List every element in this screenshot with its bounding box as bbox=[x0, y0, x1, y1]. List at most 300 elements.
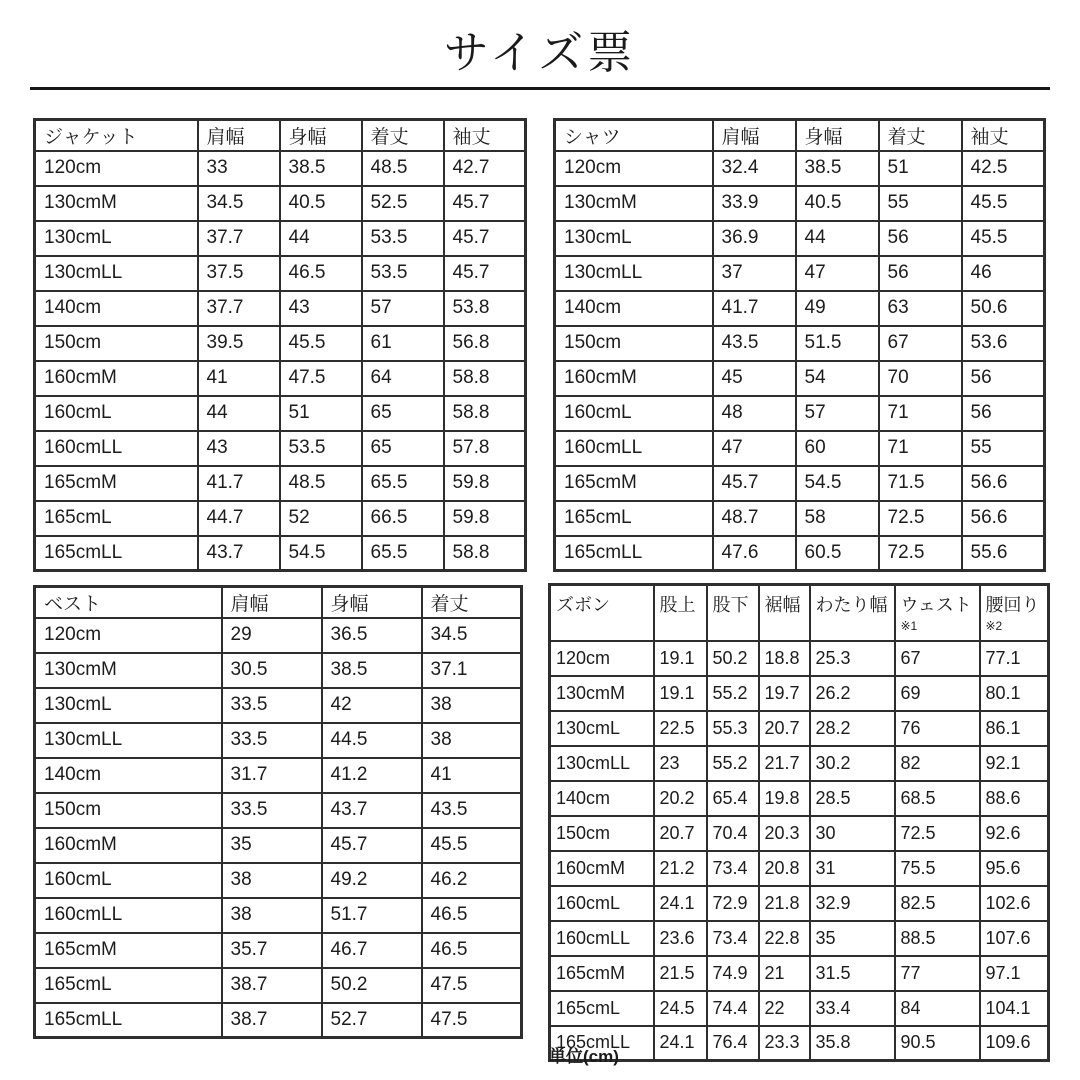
measurement-value: 109.6 bbox=[980, 1026, 1049, 1061]
measurement-value: 45.7 bbox=[444, 221, 526, 256]
size-label: 150cm bbox=[35, 326, 198, 361]
column-header-label: 肩幅 bbox=[206, 126, 245, 148]
column-header-label: 着丈 bbox=[370, 126, 409, 148]
size-label: 160cmL bbox=[35, 396, 198, 431]
table-title-cell: ズボン bbox=[550, 585, 654, 641]
measurement-value: 26.2 bbox=[810, 676, 895, 711]
column-header-note: ※2 bbox=[985, 619, 1003, 633]
measurement-value: 69 bbox=[895, 676, 980, 711]
measurement-value: 47.6 bbox=[713, 536, 796, 571]
measurement-value: 24.5 bbox=[654, 991, 707, 1026]
measurement-value: 34.5 bbox=[198, 186, 280, 221]
measurement-value: 36.5 bbox=[322, 618, 422, 653]
table-row bbox=[35, 828, 522, 863]
size-label: 165cmL bbox=[35, 968, 222, 1003]
measurement-value: 65 bbox=[362, 396, 444, 431]
size-label: 160cmM bbox=[555, 361, 713, 396]
measurement-value: 33 bbox=[198, 151, 280, 186]
table-title-cell: ジャケット bbox=[35, 120, 198, 151]
table-row bbox=[555, 431, 1045, 466]
column-header-label: 着丈 bbox=[430, 593, 469, 615]
size-label: 165cmLL bbox=[35, 1003, 222, 1038]
measurement-value: 50.2 bbox=[322, 968, 422, 1003]
measurement-value: 58 bbox=[796, 501, 879, 536]
measurement-value: 45.7 bbox=[444, 186, 526, 221]
size-label: 130cmM bbox=[555, 186, 713, 221]
measurement-value: 24.1 bbox=[654, 1026, 707, 1061]
column-header-label: 身幅 bbox=[288, 126, 327, 148]
header-row bbox=[555, 120, 1045, 151]
header-row bbox=[35, 587, 522, 618]
measurement-value: 59.8 bbox=[444, 466, 526, 501]
measurement-value: 48 bbox=[713, 396, 796, 431]
measurement-value: 40.5 bbox=[796, 186, 879, 221]
measurement-value: 33.5 bbox=[222, 793, 322, 828]
measurement-value: 35.8 bbox=[810, 1026, 895, 1061]
measurement-value: 71.5 bbox=[879, 466, 962, 501]
measurement-value: 56.8 bbox=[444, 326, 526, 361]
size-label: 165cmLL bbox=[550, 1026, 654, 1061]
page-title: サイズ票 bbox=[443, 27, 637, 78]
measurement-value: 56 bbox=[879, 221, 962, 256]
measurement-value: 73.4 bbox=[707, 851, 759, 886]
table-row bbox=[35, 501, 526, 536]
table-row bbox=[35, 536, 526, 571]
column-header bbox=[707, 585, 759, 641]
size-label: 160cmL bbox=[550, 886, 654, 921]
table-row bbox=[550, 991, 1049, 1026]
measurement-value: 54 bbox=[796, 361, 879, 396]
measurement-value: 33.5 bbox=[222, 688, 322, 723]
vest-size-table bbox=[33, 585, 523, 1039]
measurement-value: 35.7 bbox=[222, 933, 322, 968]
column-header-label: 身幅 bbox=[804, 126, 843, 148]
title-divider bbox=[30, 87, 1050, 90]
measurement-value: 20.7 bbox=[654, 816, 707, 851]
unit-note: 単位(cm) bbox=[549, 1047, 619, 1066]
measurement-value: 37 bbox=[713, 256, 796, 291]
measurement-value: 55.2 bbox=[707, 676, 759, 711]
size-label: 140cm bbox=[550, 781, 654, 816]
size-label: 165cmM bbox=[555, 466, 713, 501]
measurement-value: 35 bbox=[810, 921, 895, 956]
table-row bbox=[550, 1026, 1049, 1061]
measurement-value: 52.5 bbox=[362, 186, 444, 221]
column-header bbox=[444, 120, 526, 151]
measurement-value: 65.5 bbox=[362, 536, 444, 571]
column-header bbox=[980, 585, 1049, 641]
size-label: 140cm bbox=[35, 291, 198, 326]
measurement-value: 37.7 bbox=[198, 291, 280, 326]
size-label: 165cmM bbox=[550, 956, 654, 991]
measurement-value: 19.7 bbox=[759, 676, 810, 711]
size-label: 120cm bbox=[555, 151, 713, 186]
measurement-value: 43.5 bbox=[422, 793, 522, 828]
measurement-value: 53.8 bbox=[444, 291, 526, 326]
column-header-label: 肩幅 bbox=[230, 593, 269, 615]
measurement-value: 56.6 bbox=[962, 501, 1045, 536]
measurement-value: 45.5 bbox=[280, 326, 362, 361]
table-row bbox=[35, 618, 522, 653]
table-row bbox=[35, 466, 526, 501]
measurement-value: 56 bbox=[962, 361, 1045, 396]
column-header bbox=[810, 585, 895, 641]
table-row bbox=[555, 256, 1045, 291]
measurement-value: 47.5 bbox=[422, 1003, 522, 1038]
measurement-value: 36.9 bbox=[713, 221, 796, 256]
measurement-value: 46 bbox=[962, 256, 1045, 291]
measurement-value: 84 bbox=[895, 991, 980, 1026]
measurement-value: 56 bbox=[962, 396, 1045, 431]
table-row bbox=[555, 466, 1045, 501]
measurement-value: 66.5 bbox=[362, 501, 444, 536]
table-title-cell: シャツ bbox=[555, 120, 713, 151]
table-row bbox=[555, 186, 1045, 221]
table-row bbox=[35, 151, 526, 186]
measurement-value: 51.7 bbox=[322, 898, 422, 933]
measurement-value: 44 bbox=[280, 221, 362, 256]
table-row bbox=[35, 186, 526, 221]
table-row bbox=[555, 501, 1045, 536]
jacket-size-table bbox=[33, 118, 527, 572]
measurement-value: 77 bbox=[895, 956, 980, 991]
column-header-label: 裾幅 bbox=[764, 595, 801, 615]
size-label: 160cmL bbox=[555, 396, 713, 431]
column-header bbox=[759, 585, 810, 641]
size-label: 160cmLL bbox=[555, 431, 713, 466]
measurement-value: 61 bbox=[362, 326, 444, 361]
measurement-value: 45.5 bbox=[962, 186, 1045, 221]
measurement-value: 59.8 bbox=[444, 501, 526, 536]
measurement-value: 64 bbox=[362, 361, 444, 396]
column-header bbox=[654, 585, 707, 641]
table-row bbox=[35, 1003, 522, 1038]
measurement-value: 43 bbox=[280, 291, 362, 326]
measurement-value: 54.5 bbox=[280, 536, 362, 571]
measurement-value: 38 bbox=[422, 723, 522, 758]
column-header-label: わたり幅 bbox=[815, 595, 888, 615]
measurement-value: 46.5 bbox=[422, 898, 522, 933]
measurement-value: 44 bbox=[198, 396, 280, 431]
measurement-value: 55.3 bbox=[707, 711, 759, 746]
measurement-value: 32.4 bbox=[713, 151, 796, 186]
measurement-value: 72.5 bbox=[879, 501, 962, 536]
measurement-value: 38 bbox=[422, 688, 522, 723]
measurement-value: 76 bbox=[895, 711, 980, 746]
measurement-value: 48.5 bbox=[362, 151, 444, 186]
measurement-value: 43.7 bbox=[198, 536, 280, 571]
table-row bbox=[35, 221, 526, 256]
measurement-value: 72.5 bbox=[879, 536, 962, 571]
table-row bbox=[35, 291, 526, 326]
measurement-value: 53.5 bbox=[362, 256, 444, 291]
measurement-value: 41 bbox=[198, 361, 280, 396]
measurement-value: 33.4 bbox=[810, 991, 895, 1026]
measurement-value: 48.7 bbox=[713, 501, 796, 536]
size-label: 165cmM bbox=[35, 933, 222, 968]
size-label: 165cmLL bbox=[35, 536, 198, 571]
measurement-value: 37.7 bbox=[198, 221, 280, 256]
measurement-value: 38.5 bbox=[322, 653, 422, 688]
measurement-value: 73.4 bbox=[707, 921, 759, 956]
table-row bbox=[555, 151, 1045, 186]
measurement-value: 37.5 bbox=[198, 256, 280, 291]
column-header bbox=[422, 587, 522, 618]
measurement-value: 29 bbox=[222, 618, 322, 653]
measurement-value: 28.2 bbox=[810, 711, 895, 746]
measurement-value: 33.5 bbox=[222, 723, 322, 758]
measurement-value: 38.7 bbox=[222, 1003, 322, 1038]
column-header-label: 肩幅 bbox=[721, 126, 760, 148]
size-label: 150cm bbox=[555, 326, 713, 361]
measurement-value: 39.5 bbox=[198, 326, 280, 361]
measurement-value: 20.7 bbox=[759, 711, 810, 746]
measurement-value: 20.8 bbox=[759, 851, 810, 886]
table-row bbox=[550, 956, 1049, 991]
measurement-value: 44.5 bbox=[322, 723, 422, 758]
measurement-value: 74.4 bbox=[707, 991, 759, 1026]
measurement-value: 82 bbox=[895, 746, 980, 781]
column-header bbox=[895, 585, 980, 641]
measurement-value: 34.5 bbox=[422, 618, 522, 653]
column-header bbox=[280, 120, 362, 151]
measurement-value: 22.8 bbox=[759, 921, 810, 956]
size-label: 130cmLL bbox=[555, 256, 713, 291]
measurement-value: 75.5 bbox=[895, 851, 980, 886]
column-header-label: 股上 bbox=[659, 595, 696, 615]
measurement-value: 67 bbox=[879, 326, 962, 361]
size-label: 140cm bbox=[35, 758, 222, 793]
measurement-value: 56.6 bbox=[962, 466, 1045, 501]
size-label: 165cmL bbox=[555, 501, 713, 536]
column-header-label: 袖丈 bbox=[970, 126, 1009, 148]
measurement-value: 28.5 bbox=[810, 781, 895, 816]
measurement-value: 41.7 bbox=[713, 291, 796, 326]
size-label: 165cmL bbox=[35, 501, 198, 536]
measurement-value: 58.8 bbox=[444, 396, 526, 431]
measurement-value: 38 bbox=[222, 863, 322, 898]
measurement-value: 45.7 bbox=[322, 828, 422, 863]
measurement-value: 55.2 bbox=[707, 746, 759, 781]
table-row bbox=[35, 256, 526, 291]
table-row bbox=[35, 758, 522, 793]
measurement-value: 74.9 bbox=[707, 956, 759, 991]
measurement-value: 72.9 bbox=[707, 886, 759, 921]
size-label: 120cm bbox=[35, 618, 222, 653]
measurement-value: 43.5 bbox=[713, 326, 796, 361]
measurement-value: 53.6 bbox=[962, 326, 1045, 361]
measurement-value: 65.5 bbox=[362, 466, 444, 501]
measurement-value: 80.1 bbox=[980, 676, 1049, 711]
size-label: 160cmM bbox=[35, 361, 198, 396]
table-row bbox=[550, 676, 1049, 711]
size-label: 130cmL bbox=[35, 221, 198, 256]
measurement-value: 20.3 bbox=[759, 816, 810, 851]
table-row bbox=[550, 711, 1049, 746]
size-label: 140cm bbox=[555, 291, 713, 326]
measurement-value: 35 bbox=[222, 828, 322, 863]
measurement-value: 49 bbox=[796, 291, 879, 326]
size-label: 130cmL bbox=[550, 711, 654, 746]
measurement-value: 47.5 bbox=[422, 968, 522, 1003]
table-row bbox=[35, 326, 526, 361]
measurement-value: 72.5 bbox=[895, 816, 980, 851]
header-row bbox=[35, 120, 526, 151]
measurement-value: 58.8 bbox=[444, 536, 526, 571]
column-header bbox=[362, 120, 444, 151]
measurement-value: 19.1 bbox=[654, 676, 707, 711]
table-row bbox=[550, 851, 1049, 886]
column-header-label: 袖丈 bbox=[452, 126, 491, 148]
column-header bbox=[962, 120, 1045, 151]
measurement-value: 18.8 bbox=[759, 641, 810, 676]
size-label: 130cmL bbox=[35, 688, 222, 723]
measurement-value: 47 bbox=[796, 256, 879, 291]
table-row bbox=[35, 396, 526, 431]
measurement-value: 95.6 bbox=[980, 851, 1049, 886]
measurement-value: 23.6 bbox=[654, 921, 707, 956]
measurement-value: 97.1 bbox=[980, 956, 1049, 991]
table-row bbox=[555, 221, 1045, 256]
measurement-value: 43 bbox=[198, 431, 280, 466]
measurement-value: 52 bbox=[280, 501, 362, 536]
measurement-value: 71 bbox=[879, 431, 962, 466]
header-row bbox=[550, 585, 1049, 641]
column-header bbox=[322, 587, 422, 618]
table-row bbox=[550, 886, 1049, 921]
table-row bbox=[35, 431, 526, 466]
measurement-value: 46.2 bbox=[422, 863, 522, 898]
size-label: 130cmM bbox=[550, 676, 654, 711]
measurement-value: 38.5 bbox=[796, 151, 879, 186]
measurement-value: 30.2 bbox=[810, 746, 895, 781]
measurement-value: 49.2 bbox=[322, 863, 422, 898]
table-row bbox=[550, 781, 1049, 816]
measurement-value: 45.7 bbox=[713, 466, 796, 501]
measurement-value: 76.4 bbox=[707, 1026, 759, 1061]
measurement-value: 45.5 bbox=[422, 828, 522, 863]
measurement-value: 53.5 bbox=[362, 221, 444, 256]
table-row bbox=[35, 723, 522, 758]
measurement-value: 57.8 bbox=[444, 431, 526, 466]
measurement-value: 21 bbox=[759, 956, 810, 991]
measurement-value: 19.8 bbox=[759, 781, 810, 816]
measurement-value: 44.7 bbox=[198, 501, 280, 536]
measurement-value: 46.5 bbox=[422, 933, 522, 968]
measurement-value: 42 bbox=[322, 688, 422, 723]
measurement-value: 88.5 bbox=[895, 921, 980, 956]
measurement-value: 47.5 bbox=[280, 361, 362, 396]
table-row bbox=[555, 291, 1045, 326]
table-row bbox=[555, 326, 1045, 361]
measurement-value: 70 bbox=[879, 361, 962, 396]
size-label: 165cmM bbox=[35, 466, 198, 501]
measurement-value: 63 bbox=[879, 291, 962, 326]
measurement-value: 21.7 bbox=[759, 746, 810, 781]
shirt-size-table bbox=[553, 118, 1046, 572]
measurement-value: 51 bbox=[879, 151, 962, 186]
size-label: 130cmLL bbox=[550, 746, 654, 781]
measurement-value: 46.7 bbox=[322, 933, 422, 968]
measurement-value: 33.9 bbox=[713, 186, 796, 221]
size-label: 160cmLL bbox=[35, 431, 198, 466]
column-header bbox=[198, 120, 280, 151]
column-header-label: 股下 bbox=[712, 595, 749, 615]
measurement-value: 44 bbox=[796, 221, 879, 256]
measurement-value: 30.5 bbox=[222, 653, 322, 688]
measurement-value: 30 bbox=[810, 816, 895, 851]
size-label: 165cmLL bbox=[555, 536, 713, 571]
measurement-value: 60.5 bbox=[796, 536, 879, 571]
measurement-value: 51.5 bbox=[796, 326, 879, 361]
table-row bbox=[35, 688, 522, 723]
measurement-value: 23.3 bbox=[759, 1026, 810, 1061]
size-label: 130cmLL bbox=[35, 723, 222, 758]
measurement-value: 68.5 bbox=[895, 781, 980, 816]
measurement-value: 45 bbox=[713, 361, 796, 396]
table-row bbox=[35, 361, 526, 396]
measurement-value: 65 bbox=[362, 431, 444, 466]
table-row bbox=[35, 863, 522, 898]
size-label: 130cmLL bbox=[35, 256, 198, 291]
measurement-value: 92.1 bbox=[980, 746, 1049, 781]
size-label: 160cmM bbox=[550, 851, 654, 886]
measurement-value: 23 bbox=[654, 746, 707, 781]
measurement-value: 86.1 bbox=[980, 711, 1049, 746]
measurement-value: 82.5 bbox=[895, 886, 980, 921]
column-header bbox=[222, 587, 322, 618]
size-label: 160cmL bbox=[35, 863, 222, 898]
table-row bbox=[35, 653, 522, 688]
pants-size-table bbox=[548, 583, 1050, 1062]
measurement-value: 21.8 bbox=[759, 886, 810, 921]
table-row bbox=[550, 746, 1049, 781]
table-row bbox=[35, 793, 522, 828]
measurement-value: 22 bbox=[759, 991, 810, 1026]
size-label: 165cmL bbox=[550, 991, 654, 1026]
measurement-value: 88.6 bbox=[980, 781, 1049, 816]
column-header-label: 腰回り bbox=[985, 595, 1040, 615]
measurement-value: 46.5 bbox=[280, 256, 362, 291]
measurement-value: 60 bbox=[796, 431, 879, 466]
measurement-value: 37.1 bbox=[422, 653, 522, 688]
measurement-value: 57 bbox=[362, 291, 444, 326]
table-row bbox=[555, 536, 1045, 571]
measurement-value: 56 bbox=[879, 256, 962, 291]
column-header-label: 身幅 bbox=[330, 593, 369, 615]
column-header bbox=[879, 120, 962, 151]
measurement-value: 57 bbox=[796, 396, 879, 431]
size-label: 150cm bbox=[35, 793, 222, 828]
table-row bbox=[35, 933, 522, 968]
table-row bbox=[555, 396, 1045, 431]
measurement-value: 54.5 bbox=[796, 466, 879, 501]
measurement-value: 41 bbox=[422, 758, 522, 793]
measurement-value: 47 bbox=[713, 431, 796, 466]
measurement-value: 58.8 bbox=[444, 361, 526, 396]
measurement-value: 24.1 bbox=[654, 886, 707, 921]
measurement-value: 43.7 bbox=[322, 793, 422, 828]
measurement-value: 52.7 bbox=[322, 1003, 422, 1038]
size-label: 160cmM bbox=[35, 828, 222, 863]
table-row bbox=[550, 921, 1049, 956]
table-row bbox=[550, 641, 1049, 676]
size-label: 160cmLL bbox=[550, 921, 654, 956]
column-header-label: ウェスト bbox=[900, 595, 972, 615]
measurement-value: 32.9 bbox=[810, 886, 895, 921]
column-header bbox=[796, 120, 879, 151]
measurement-value: 71 bbox=[879, 396, 962, 431]
